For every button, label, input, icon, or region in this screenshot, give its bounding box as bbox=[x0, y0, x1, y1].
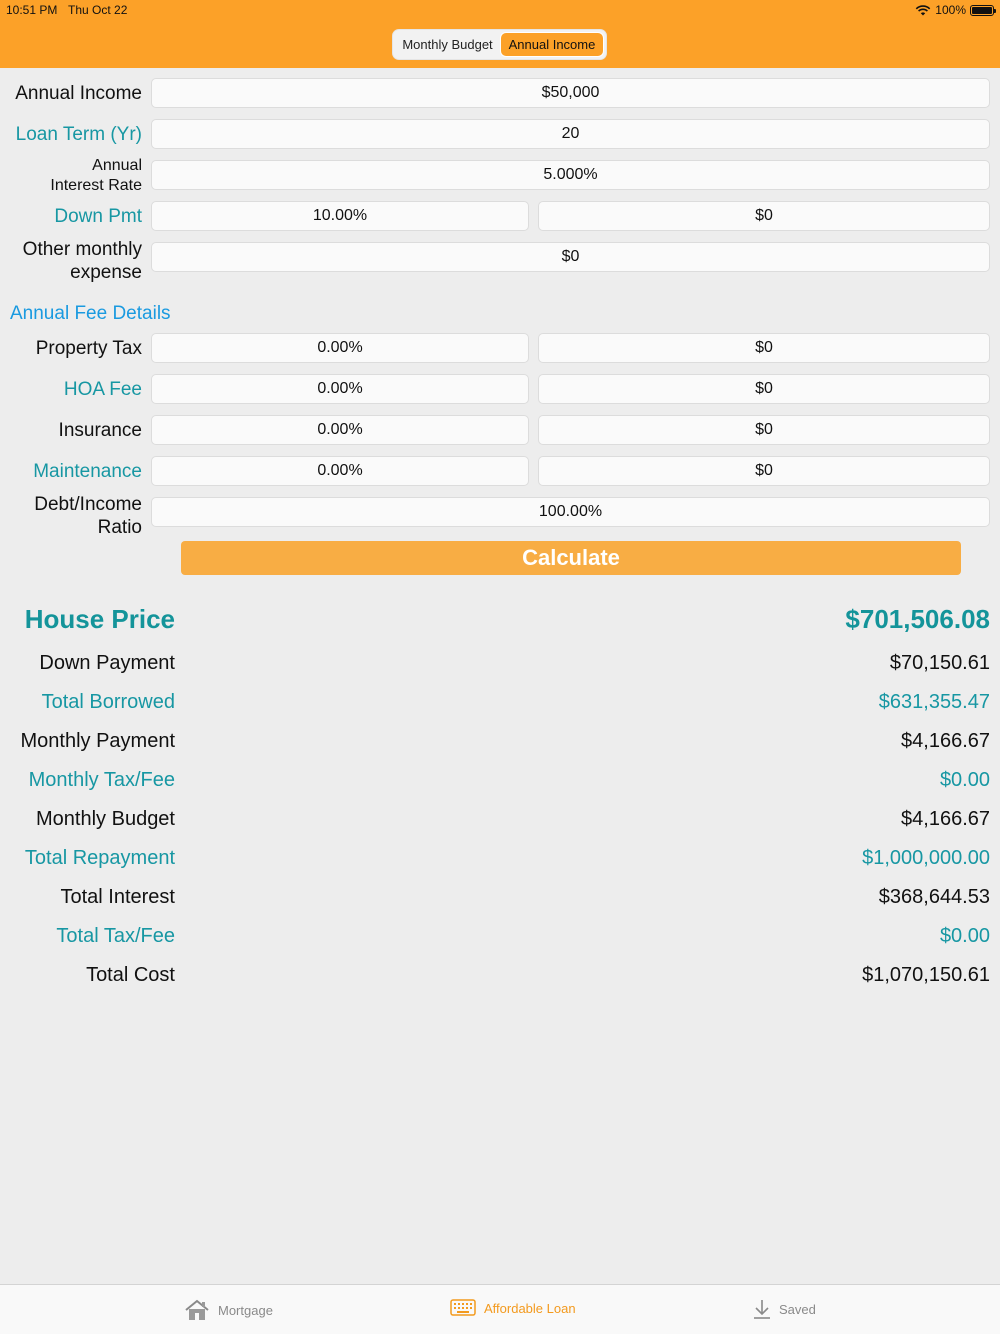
keyboard-icon bbox=[450, 1299, 476, 1317]
debt-ratio-label bbox=[34, 493, 142, 539]
house-price-label: House Price bbox=[24, 604, 175, 634]
maintenance-label[interactable]: Maintenance bbox=[33, 461, 142, 482]
maintenance-percent-input[interactable]: 0.00% bbox=[151, 456, 529, 486]
total-tax-fee-value: $0.00 bbox=[939, 925, 990, 947]
other-expense-label bbox=[23, 238, 142, 284]
total-borrowed-value: $631,355.47 bbox=[878, 691, 990, 713]
tab-bar bbox=[0, 1284, 1000, 1334]
annual-income-input[interactable]: $50,000 bbox=[151, 78, 990, 108]
debt-ratio-label-line1: Debt/Income bbox=[34, 494, 142, 515]
other-expense-label-line2: expense bbox=[70, 262, 142, 283]
interest-rate-input[interactable]: 5.000% bbox=[151, 160, 990, 190]
interest-rate-label-line1: Annual bbox=[92, 157, 142, 174]
monthly-payment-label: Monthly Payment bbox=[20, 730, 175, 752]
wifi-icon bbox=[915, 5, 931, 16]
tab-affordable-loan[interactable] bbox=[450, 1299, 576, 1317]
interest-rate-label-line2: Interest Rate bbox=[50, 177, 142, 194]
monthly-payment-value: $4,166.67 bbox=[901, 730, 990, 752]
annual-income-label: Annual Income bbox=[15, 83, 142, 104]
total-cost-label: Total Cost bbox=[86, 964, 175, 986]
annual-fee-details-title: Annual Fee Details bbox=[10, 303, 171, 324]
segment-monthly-budget[interactable]: Monthly Budget bbox=[402, 37, 493, 52]
property-tax-amount-input[interactable]: $0 bbox=[538, 333, 990, 363]
battery-icon bbox=[970, 5, 994, 16]
hoa-fee-amount-input[interactable]: $0 bbox=[538, 374, 990, 404]
total-borrowed-label: Total Borrowed bbox=[41, 691, 175, 713]
monthly-tax-fee-label: Monthly Tax/Fee bbox=[28, 769, 175, 791]
status-date: Thu Oct 22 bbox=[68, 3, 128, 17]
loan-term-input[interactable]: 20 bbox=[151, 119, 990, 149]
segment-annual-income[interactable]: Annual Income bbox=[500, 32, 604, 57]
down-payment-value: $70,150.61 bbox=[889, 652, 990, 674]
interest-rate-label bbox=[50, 156, 142, 196]
property-tax-label: Property Tax bbox=[35, 338, 142, 359]
hoa-fee-percent-input[interactable]: 0.00% bbox=[151, 374, 529, 404]
total-interest-label: Total Interest bbox=[60, 886, 175, 908]
top-bar bbox=[0, 0, 1000, 68]
download-icon bbox=[753, 1299, 771, 1319]
house-price-value: $701,506.08 bbox=[845, 604, 990, 634]
monthly-tax-fee-value: $0.00 bbox=[939, 769, 990, 791]
tab-mortgage[interactable] bbox=[184, 1299, 273, 1321]
total-repayment-label: Total Repayment bbox=[24, 847, 175, 869]
hoa-fee-label[interactable]: HOA Fee bbox=[63, 379, 142, 400]
tab-affordable-loan-label: Affordable Loan bbox=[484, 1300, 576, 1316]
monthly-budget-value: $4,166.67 bbox=[901, 808, 990, 830]
total-cost-value: $1,070,150.61 bbox=[862, 964, 990, 986]
total-tax-fee-label: Total Tax/Fee bbox=[56, 925, 175, 947]
other-expense-label-line1: Other monthly bbox=[22, 239, 142, 260]
insurance-label: Insurance bbox=[58, 420, 142, 441]
down-payment-label: Down Payment bbox=[39, 652, 175, 674]
down-pmt-percent-input[interactable]: 10.00% bbox=[151, 201, 529, 231]
property-tax-percent-input[interactable]: 0.00% bbox=[151, 333, 529, 363]
down-pmt-label[interactable]: Down Pmt bbox=[54, 206, 142, 227]
insurance-amount-input[interactable]: $0 bbox=[538, 415, 990, 445]
tab-mortgage-label: Mortgage bbox=[218, 1302, 273, 1318]
other-expense-input[interactable]: $0 bbox=[151, 242, 990, 272]
down-pmt-amount-input[interactable]: $0 bbox=[538, 201, 990, 231]
battery-percent: 100% bbox=[935, 3, 966, 17]
total-interest-value: $368,644.53 bbox=[878, 886, 990, 908]
tab-saved-label: Saved bbox=[779, 1301, 816, 1317]
tab-saved[interactable] bbox=[753, 1299, 816, 1319]
calculate-button[interactable]: Calculate bbox=[181, 541, 961, 575]
insurance-percent-input[interactable]: 0.00% bbox=[151, 415, 529, 445]
debt-ratio-input[interactable]: 100.00% bbox=[151, 497, 990, 527]
house-icon bbox=[184, 1299, 210, 1321]
loan-term-label[interactable]: Loan Term (Yr) bbox=[15, 124, 142, 145]
maintenance-amount-input[interactable]: $0 bbox=[538, 456, 990, 486]
mode-segmented-control[interactable] bbox=[392, 29, 607, 60]
monthly-budget-label: Monthly Budget bbox=[36, 808, 175, 830]
debt-ratio-label-line2: Ratio bbox=[97, 517, 142, 538]
total-repayment-value: $1,000,000.00 bbox=[862, 847, 990, 869]
status-right bbox=[915, 3, 994, 17]
status-time: 10:51 PM bbox=[6, 3, 58, 17]
